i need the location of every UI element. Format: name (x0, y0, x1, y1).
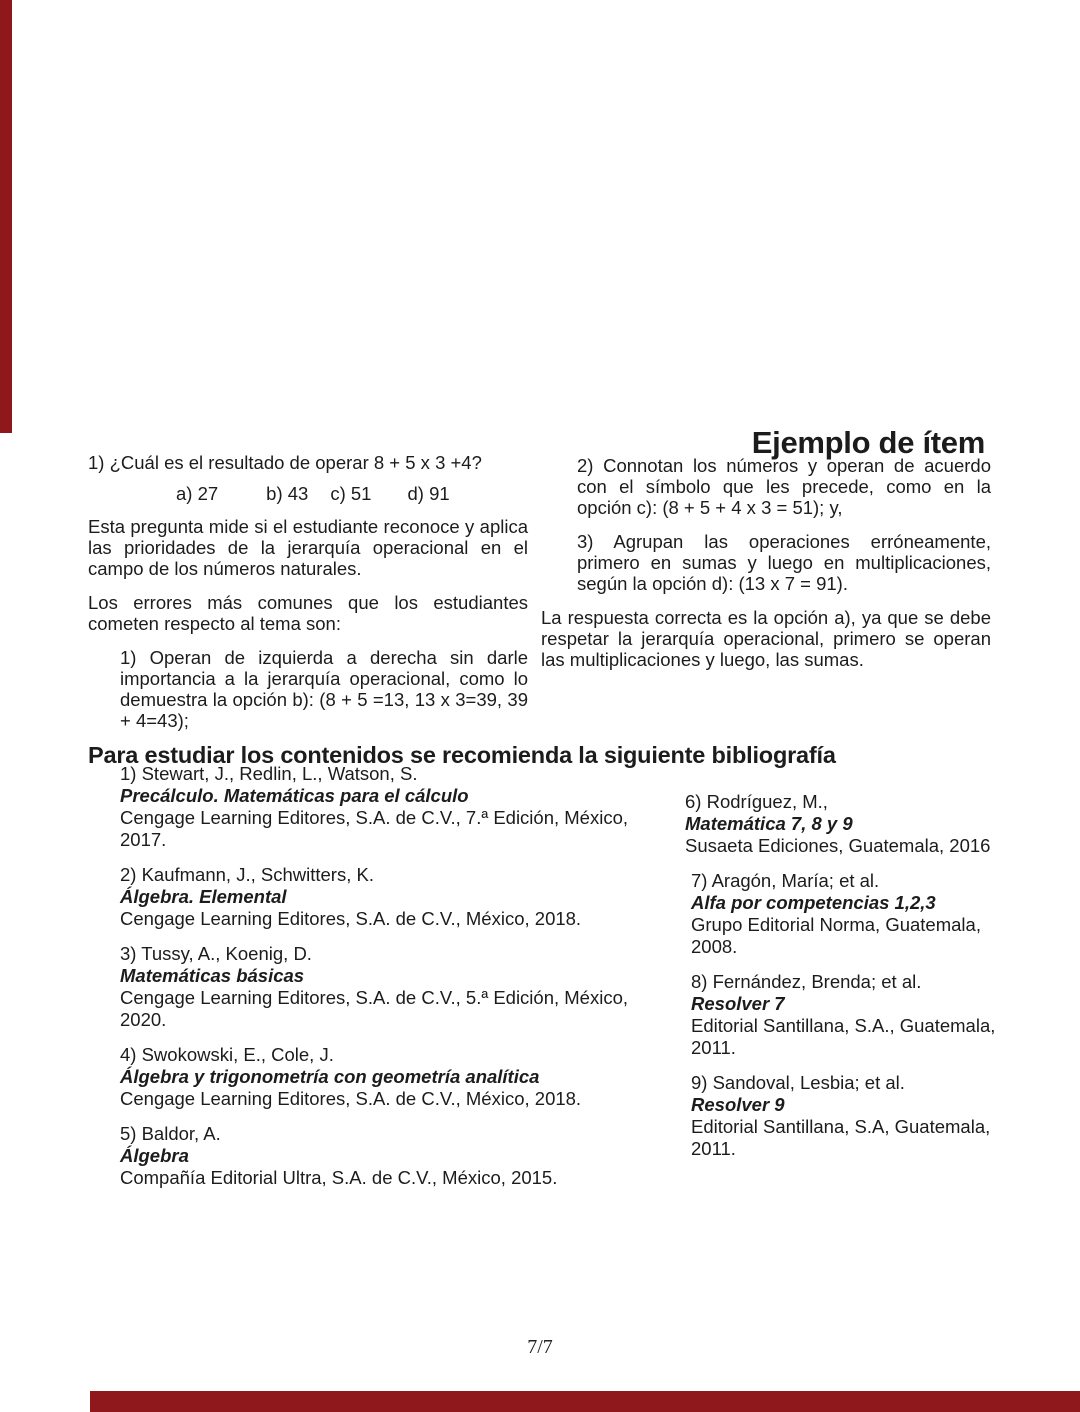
option-d: d) 91 (407, 483, 450, 504)
bib-authors: 9) Sandoval, Lesbia; et al. (691, 1072, 905, 1093)
bib-publisher: Grupo Editorial Norma, Guatemala, 2008. (691, 914, 981, 957)
bib-title: Álgebra (120, 1145, 189, 1166)
bibliography-entry (120, 1044, 630, 1110)
bib-title: Alfa por competencias 1,2,3 (691, 892, 936, 913)
bib-publisher: Susaeta Ediciones, Guatemala, 2016 (685, 835, 991, 856)
bib-publisher: Cengage Learning Editores, S.A. de C.V., 7.ª Edición, México, 2017. (120, 807, 629, 850)
left-accent-bar (0, 0, 12, 433)
bib-title: Resolver 9 (691, 1094, 785, 1115)
bib-title: Álgebra y trigonometría con geometría analítica (120, 1066, 540, 1087)
bibliography-entry (120, 943, 630, 1031)
errors-intro: Los errores más comunes que los estudiantes cometen respecto al tema son: (88, 592, 528, 634)
bib-publisher: Cengage Learning Editores, S.A. de C.V., México, 2018. (120, 1088, 582, 1109)
bib-title: Resolver 7 (691, 993, 785, 1014)
bib-authors: 7) Aragón, María; et al. (691, 870, 880, 891)
bib-authors: 5) Baldor, A. (120, 1123, 221, 1144)
bibliography-entry (685, 870, 1025, 958)
error-item-2: 2) Connotan los números y operan de acuerdo con el símbolo que les precede, como en la opción c): (8 + 5 + 4 x 3 = 51); y, (577, 455, 991, 518)
answer-options (88, 483, 528, 504)
option-c: c) 51 (330, 483, 372, 504)
bibliography-entry (685, 1072, 1025, 1160)
bib-title: Matemática 7, 8 y 9 (685, 813, 853, 834)
error-item-1: 1) Operan de izquierda a derecha sin darle importancia a la jerarquía operacional, como lo demuestra la opción b): (8 + 5 =13, 13 x 3=39, 39 + 4=43); (120, 647, 528, 731)
bib-authors: 3) Tussy, A., Koenig, D. (120, 943, 312, 964)
bib-publisher: Cengage Learning Editores, S.A. de C.V., México, 2018. (120, 908, 582, 929)
bottom-accent-bar (90, 1391, 1080, 1412)
bib-publisher: Compañía Editorial Ultra, S.A. de C.V., México, 2015. (120, 1167, 558, 1188)
page-title: Ejemplo de ítem (751, 424, 985, 460)
answer-note: La respuesta correcta es la opción a), ya que se debe respetar la jerarquía operacional, primero se operan las multiplicaciones y luego, las sumas. (541, 607, 991, 670)
bib-publisher: Editorial Santillana, S.A., Guatemala, 2011. (691, 1015, 996, 1058)
question-text: 1) ¿Cuál es el resultado de operar 8 + 5 x 3 +4? (88, 452, 482, 473)
bib-authors: 2) Kaufmann, J., Schwitters, K. (120, 864, 374, 885)
bib-publisher: Editorial Santillana, S.A, Guatemala, 2011. (691, 1116, 991, 1159)
example-left-column (88, 452, 528, 731)
bibliography-entry (120, 1123, 630, 1189)
bib-authors: 1) Stewart, J., Redlin, L., Watson, S. (120, 763, 418, 784)
option-a: a) 27 (176, 483, 219, 504)
bibliography-entry (685, 971, 1025, 1059)
bib-title: Matemáticas básicas (120, 965, 305, 986)
bibliography-heading: Para estudiar los contenidos se recomienda la siguiente bibliografía (88, 741, 836, 768)
bibliography-right-column (685, 791, 1025, 1173)
bib-authors: 4) Swokowski, E., Cole, J. (120, 1044, 334, 1065)
bib-title: Precálculo. Matemáticas para el cálculo (120, 785, 469, 806)
bibliography-left-column (120, 763, 630, 1202)
bib-publisher: Cengage Learning Editores, S.A. de C.V., 5.ª Edición, México, 2020. (120, 987, 629, 1030)
bibliography-entry (685, 791, 1025, 857)
option-b: b) 43 (266, 483, 309, 504)
example-right-column (541, 455, 991, 670)
bibliography-entry (120, 763, 630, 851)
page-number: 7/7 (527, 1336, 553, 1358)
error-item-3: 3) Agrupan las operaciones erróneamente, primero en sumas y luego en multiplicaciones, según la opción d): (13 x 7 = 91). (577, 531, 991, 594)
measure-note: Esta pregunta mide si el estudiante reconoce y aplica las prioridades de la jerarquía operacional en el campo de los números naturales. (88, 516, 528, 579)
bib-authors: 8) Fernández, Brenda; et al. (691, 971, 922, 992)
bibliography-entry (120, 864, 630, 930)
bib-authors: 6) Rodríguez, M., (685, 791, 828, 812)
bib-title: Álgebra. Elemental (120, 886, 287, 907)
